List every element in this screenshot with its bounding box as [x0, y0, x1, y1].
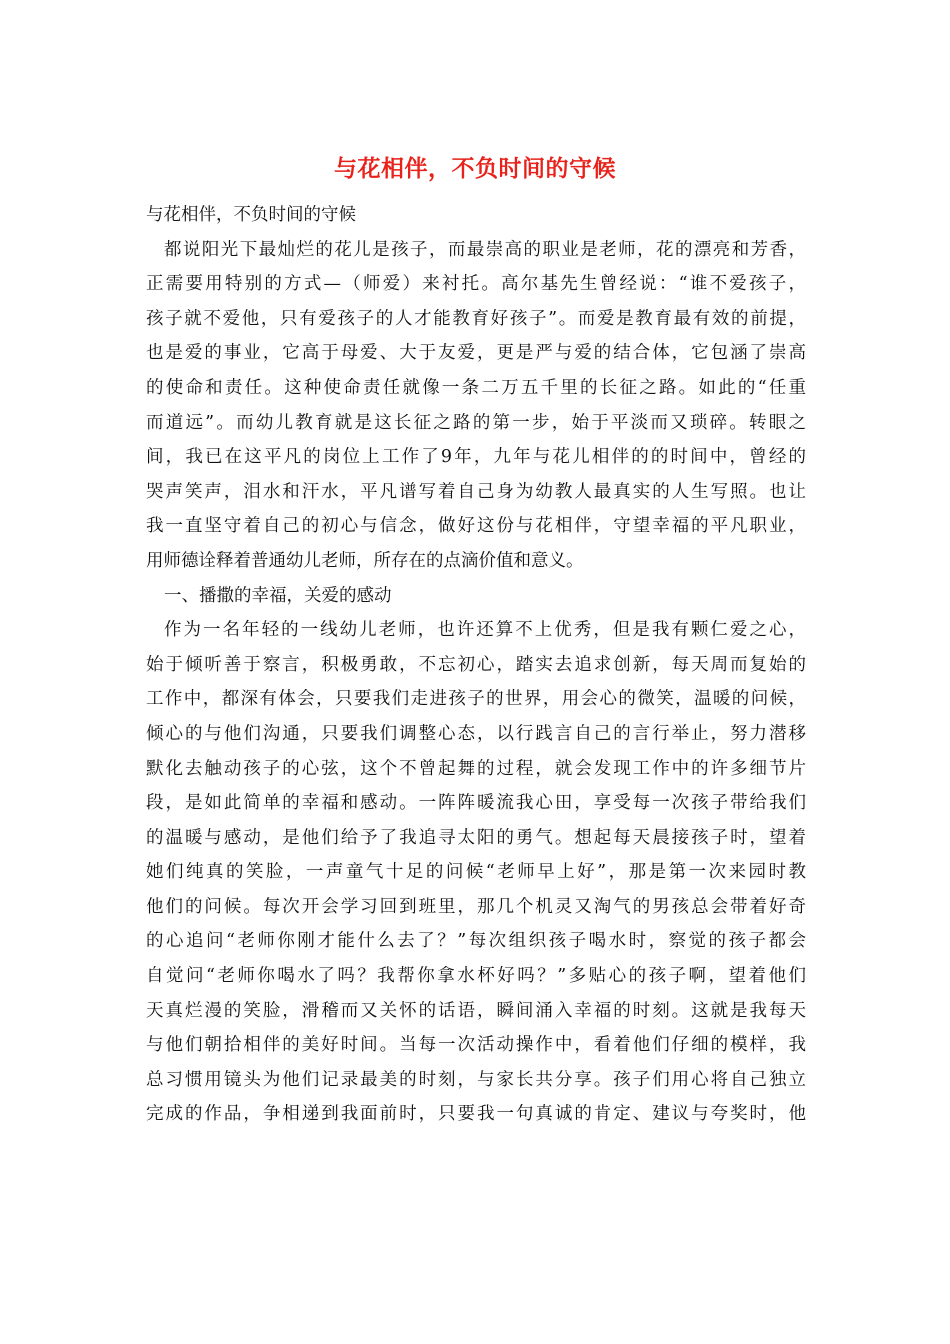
text-line: 一、播撒的幸福，关爱的感动 — [164, 585, 392, 606]
text-line: 的使命和责任。这种使命责任就像一条二万五千里的长征之路。如此的“任重 — [146, 377, 806, 398]
text-line: 作为一名年轻的一线幼儿老师，也许还算不上优秀，但是我有颗仁爱之心， — [164, 620, 806, 641]
text-line: 也是爱的事业，它高于母爱、大于友爱，更是严与爱的结合体，它包涵了崇高 — [146, 343, 806, 364]
text-line: 都说阳光下最灿烂的花儿是孩子，而最崇高的职业是老师，花的漂亮和芳香， — [164, 239, 806, 260]
text-line: 哭声笑声，泪水和汗水，平凡谱写着自己身为幼教人最真实的人生写照。也让 — [146, 481, 806, 502]
text-line: 的温暖与感动，是他们给予了我追寻太阳的勇气。想起每天晨接孩子时，望着 — [146, 827, 806, 848]
text-line: 与花相伴，不负时间的守候 — [146, 205, 356, 225]
document-body — [146, 198, 806, 1132]
text-line: 总习惯用镜头为他们记录最美的时刻，与家长共分享。孩子们用心将自己独立 — [146, 1069, 806, 1090]
text-line: 与他们朝拾相伴的美好时间。当每一次活动操作中，看着他们仔细的模样，我 — [146, 1035, 806, 1056]
text-line: 段，是如此简单的幸福和感动。一阵阵暖流我心田，享受每一次孩子带给我们 — [146, 793, 806, 814]
text-line: 倾心的与他们沟通，只要我们调整心态，以行践言自己的言行举止，努力潜移 — [146, 723, 806, 744]
text-line: 间，我已在这平凡的岗位上工作了9年，九年与花儿相伴的的时间中，曾经的 — [146, 447, 806, 468]
text-line: 而道远”。而幼儿教育就是这长征之路的第一步，始于平淡而又琐碎。转眼之 — [146, 412, 806, 433]
text-line: 自觉问“老师你喝水了吗？我帮你拿水杯好吗？”多贴心的孩子啊，望着他们 — [146, 966, 806, 987]
text-line: 孩子就不爱他，只有爱孩子的人才能教育好孩子”。而爱是教育最有效的前提， — [146, 308, 806, 329]
text-line: 正需要用特别的方式—（师爱）来衬托。高尔基先生曾经说：“谁不爱孩子， — [146, 274, 806, 295]
text-line: 默化去触动孩子的心弦，这个不曾起舞的过程，就会发现工作中的许多细节片 — [146, 758, 806, 779]
text-line: 的心追问“老师你刚才能什么去了？”每次组织孩子喝水时，察觉的孩子都会 — [146, 931, 806, 952]
text-line: 用师德诠释着普通幼儿老师，所存在的点滴价值和意义。 — [146, 550, 584, 571]
document-title: 与花相伴，不负时间的守候 — [334, 155, 616, 182]
text-line: 天真烂漫的笑脸，滑稽而又关怀的话语，瞬间涌入幸福的时刻。这就是我每天 — [146, 1000, 806, 1021]
text-line: 工作中，都深有体会，只要我们走进孩子的世界，用会心的微笑，温暖的问候， — [146, 689, 806, 710]
text-line: 我一直坚守着自己的初心与信念，做好这份与花相伴，守望幸福的平凡职业， — [146, 516, 806, 537]
text-line: 完成的作品，争相递到我面前时，只要我一句真诚的肯定、建议与夸奖时，他 — [146, 1104, 806, 1125]
text-line: 始于倾听善于察言，积极勇敢，不忘初心，踏实去追求创新，每天周而复始的 — [146, 654, 806, 675]
text-line: 她们纯真的笑脸，一声童气十足的问候“老师早上好”，那是第一次来园时教 — [146, 862, 806, 883]
text-line: 他们的问候。每次开会学习回到班里，那几个机灵又淘气的男孩总会带着好奇 — [146, 896, 806, 917]
